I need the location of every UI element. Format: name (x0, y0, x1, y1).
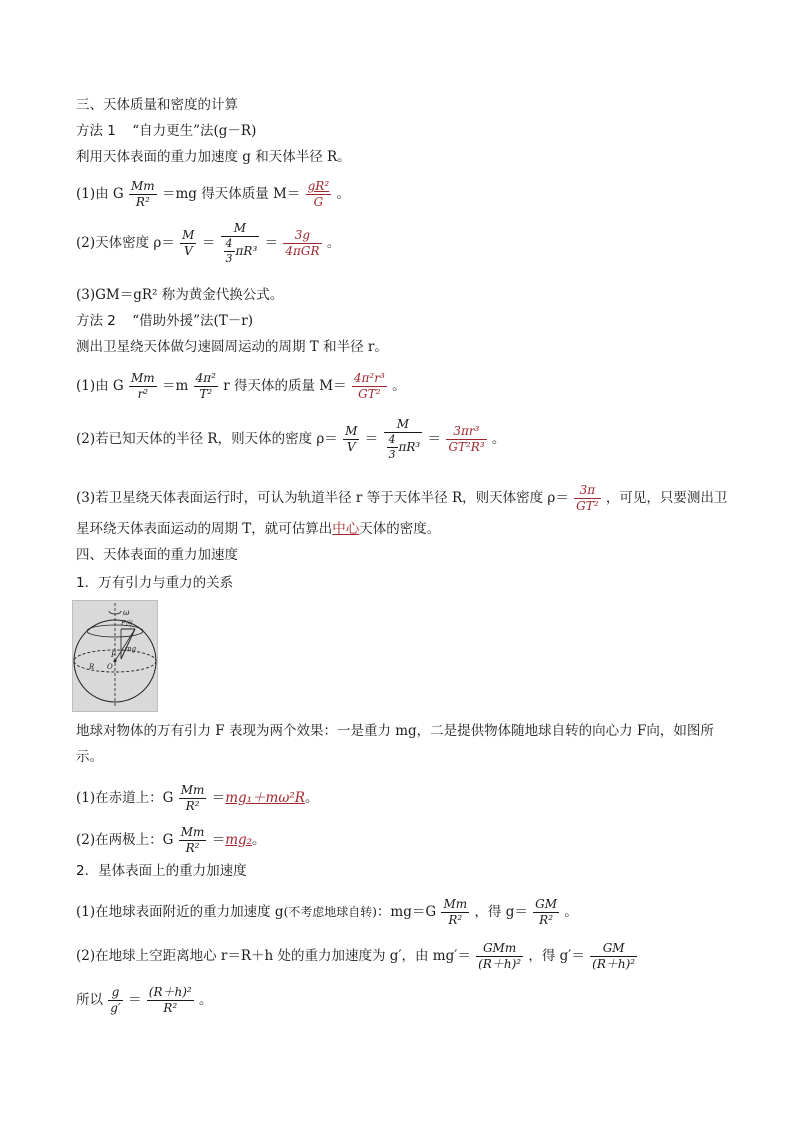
formula-mass-1 (76, 180, 350, 209)
gravity-arrow (121, 629, 135, 659)
p2-end: 。 (326, 235, 341, 251)
fraction (194, 372, 218, 401)
fraction (384, 418, 423, 461)
g2-prefix: (2)在地球上空距离地心 r＝R＋h 处的重力加速度为 g′，由 mg′＝ (76, 948, 471, 964)
q2-end: 。 (491, 431, 506, 447)
golden-substitution: (3)GM＝gR² 称为黄金代换公式。 (76, 287, 284, 303)
fraction (179, 826, 207, 855)
fraction-numerator: GM (590, 942, 637, 957)
answer-fraction (352, 372, 387, 401)
fraction-denominator: T² (199, 387, 213, 401)
poles-formula (76, 826, 266, 855)
fraction-denominator (221, 237, 260, 265)
g2-mid: ，得 g′＝ (528, 948, 585, 964)
earth-gravity-figure (72, 600, 158, 712)
center-point (114, 660, 117, 663)
method1-name: “自力更生”法(g－R) (132, 123, 257, 139)
answer-denominator: G (313, 195, 324, 209)
fraction-denominator: 3 (225, 252, 233, 265)
fraction (224, 238, 235, 265)
fraction (129, 180, 157, 209)
fraction (179, 784, 207, 813)
fraction-denominator: (R＋h)² (478, 957, 522, 971)
f-label: F (111, 651, 116, 659)
fraction-numerator: M (221, 222, 260, 237)
q3-line2-b: 天体的密度。 (359, 521, 441, 537)
answer-numerator: 3π (574, 484, 600, 499)
fraction-numerator: Mm (131, 179, 155, 193)
e2-end: 。 (252, 832, 266, 848)
surface-g-formula (76, 898, 578, 927)
g1-mid2: ，得 g＝ (474, 904, 528, 920)
answer-numerator: 3g (283, 229, 321, 244)
fraction-numerator: GM (535, 897, 558, 911)
e2-prefix: (2)在两极上：G (76, 832, 174, 848)
equals: ＝ (264, 235, 279, 251)
fraction-denominator: R² (163, 1001, 178, 1015)
fraction-denominator: r² (137, 387, 149, 401)
mg-label: mg (125, 645, 137, 653)
gravity-desc-2: 示。 (76, 749, 103, 765)
fraction-numerator: M (384, 418, 423, 433)
method1-label: 方法 1 (76, 123, 116, 139)
equals: ＝ (211, 790, 226, 806)
answer-center: 中心 (332, 521, 360, 537)
answer-numerator: gR² (307, 179, 330, 193)
g1-note: (不考虑地球自转) (283, 905, 377, 919)
gravity-desc-1: 地球对物体的万有引力 F 表现为两个效果：一是重力 mg，二是提供物体随地球自转的向心力 F向，如图所 (76, 723, 714, 739)
formula-density-2 (76, 418, 505, 461)
e1-end: 。 (304, 790, 319, 806)
formula-mass-2 (76, 372, 406, 401)
p1-prefix: (1)由 G (76, 186, 124, 202)
g3-prefix: 所以 (76, 992, 103, 1008)
equals: ＝m (161, 378, 189, 394)
fraction-numerator: 4 (225, 237, 233, 250)
method1-intro: 利用天体表面的重力加速度 g 和天体半径 R。 (76, 149, 351, 165)
q2-prefix: (2)若已知天体的半径 R，则天体的密度 ρ＝ (76, 431, 338, 447)
fraction-numerator: 4π² (195, 371, 216, 385)
answer-numerator: 4π²r³ (353, 371, 385, 385)
answer-denominator: 4πGR (285, 244, 320, 258)
sub1-title: 1．万有引力与重力的关系 (76, 575, 234, 591)
earth-diagram (73, 601, 157, 711)
sub2-title: 2．星体表面上的重力加速度 (76, 863, 247, 879)
fraction-numerator: Mm (180, 825, 205, 839)
q3-prefix: (3)若卫星绕天体表面运行时，可认为轨道半径 r 等于天体半径 R，则天体密度 ρ＝ (76, 490, 569, 506)
answer-fraction (446, 425, 486, 454)
fraction (129, 372, 157, 401)
answer-numerator: 3πr³ (446, 425, 486, 440)
g1-mid: ：mg＝G (376, 904, 437, 920)
answer-denominator: GT²R³ (448, 440, 485, 454)
fraction-numerator: GMm (476, 942, 523, 957)
equals: ＝ (128, 992, 142, 1008)
method2-label: 方法 2 (76, 313, 116, 329)
e1-prefix: (1)在赤道上：G (76, 790, 174, 806)
fraction (343, 425, 359, 454)
answer-fraction (283, 229, 321, 258)
o-label: O (107, 663, 113, 671)
p2-prefix: (2)天体密度 ρ＝ (76, 235, 175, 251)
answer-denominator: GT² (358, 387, 381, 401)
q1-end: 。 (392, 378, 406, 394)
fraction-denominator: R² (135, 195, 150, 209)
fraction-denominator: R² (185, 841, 200, 855)
method2-name: “借助外援”法(T－r) (132, 313, 253, 329)
method2-line (76, 312, 253, 330)
answer-fraction (306, 180, 332, 209)
method1-line (76, 122, 256, 140)
p1-mid: ＝mg 得天体质量 M＝ (161, 186, 301, 202)
equals: ＝ (211, 832, 226, 848)
fraction-numerator: Mm (180, 783, 205, 797)
fraction-denominator: R² (448, 913, 463, 927)
method2-intro: 测出卫星绕天体做匀速圆周运动的周期 T 和半径 r。 (76, 339, 388, 355)
fraction (180, 229, 196, 258)
fraction-denominator: V (183, 244, 193, 258)
fraction-denominator: 3 (388, 448, 396, 461)
fraction-denominator: (R＋h)² (592, 957, 636, 971)
q1-mid: r 得天体的质量 M＝ (223, 378, 347, 394)
equals: ＝ (201, 235, 216, 251)
fraction-numerator: 4 (388, 433, 396, 446)
omega-label: ω (123, 608, 130, 617)
fraction (590, 942, 637, 971)
fraction-numerator: g (108, 986, 122, 1001)
equator-answer: mg₁＋mω²R (225, 790, 305, 806)
fraction (387, 434, 398, 461)
r-label: R (89, 663, 95, 671)
fraction (221, 222, 260, 265)
answer-denominator: GT² (576, 499, 599, 513)
fraction (533, 898, 559, 927)
equator-formula (76, 784, 318, 813)
fraction-denominator: R² (539, 913, 554, 927)
g1-prefix: (1)在地球表面附近的重力加速度 g (76, 904, 284, 920)
fraction (476, 942, 523, 971)
q3-line2-a: 星环绕天体表面运动的周期 T，就可估算出 (76, 521, 333, 537)
fraction-denominator (384, 433, 423, 461)
fraction-numerator: Mm (131, 371, 155, 385)
fraction-denominator: g′ (110, 1001, 121, 1015)
fraction (108, 986, 122, 1015)
section3-title: 三、天体质量和密度的计算 (76, 97, 238, 113)
pi-r-cubed: πR³ (235, 244, 258, 258)
ratio-formula (76, 986, 213, 1015)
fraction-numerator: M (182, 228, 195, 242)
fraction (441, 898, 469, 927)
fraction-numerator: (R＋h)² (148, 985, 192, 999)
fraction-denominator: R² (185, 799, 200, 813)
fraction-denominator: V (346, 440, 356, 454)
altitude-g-formula (76, 942, 638, 971)
g3-end: 。 (199, 992, 213, 1008)
g1-end: 。 (564, 904, 578, 920)
p1-end: 。 (336, 186, 350, 202)
fraction-numerator: Mm (443, 897, 468, 911)
q3-suffix: ，可见，只要测出卫 (605, 490, 728, 506)
formula-density-1 (76, 222, 340, 265)
answer-fraction (574, 484, 600, 513)
poles-answer: mg₂ (225, 832, 253, 848)
section4-title: 四、天体表面的重力加速度 (76, 547, 238, 563)
equals: ＝ (364, 431, 379, 447)
q1-prefix: (1)由 G (76, 378, 124, 394)
equals: ＝ (427, 431, 442, 447)
pi-r-cubed: πR³ (398, 440, 421, 454)
formula-density-3 (76, 484, 727, 513)
fraction-numerator: M (345, 424, 358, 438)
q3-line2 (76, 520, 440, 538)
fn-label: F向 (121, 619, 133, 627)
fraction (147, 986, 194, 1015)
